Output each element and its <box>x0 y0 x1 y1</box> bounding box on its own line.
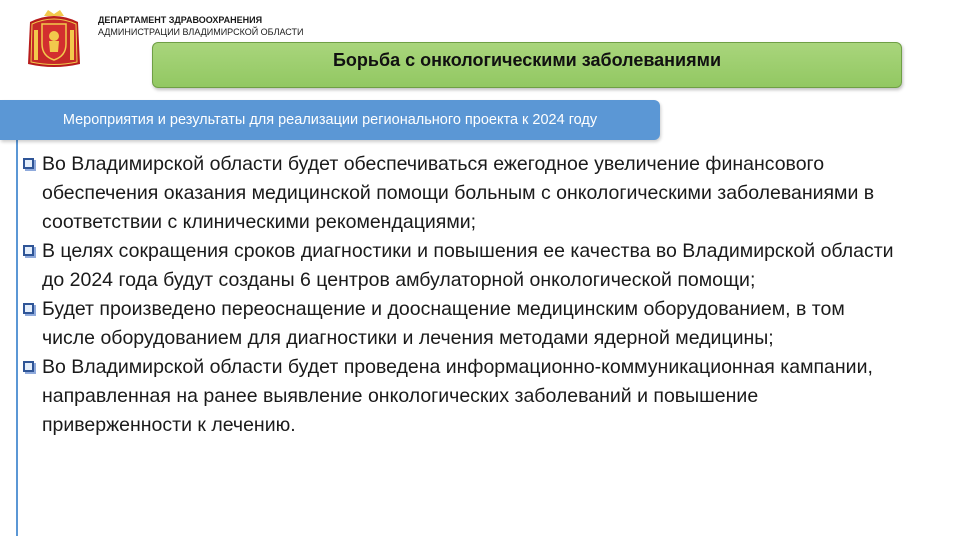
organization-header <box>98 14 303 38</box>
list-item-text: Во Владимирской области будет обеспечиваться ежегодное увеличение финансового обеспечения оказания медицинской помощи больным с онкологическими заболеваниями в соответствии с клиническими рекомендациями; <box>42 153 875 233</box>
content-area <box>16 116 918 536</box>
administration-name: АДМИНИСТРАЦИИ ВЛАДИМИРСКОЙ ОБЛАСТИ <box>98 27 304 37</box>
coat-of-arms-icon <box>24 8 84 70</box>
list-item <box>20 237 900 295</box>
checkbox-bullet-icon <box>23 245 34 256</box>
subtitle: Мероприятия и результаты для реализации регионального проекта к 2024 году <box>62 112 598 128</box>
list-item <box>20 353 900 440</box>
subtitle-banner <box>0 100 660 140</box>
checkbox-bullet-icon <box>23 158 34 169</box>
list-item <box>20 295 900 353</box>
title-banner <box>152 42 902 88</box>
list-item-text: Будет произведено переоснащение и дооснащение медицинским оборудованием, в том числе оборудованием для диагностики и лечения методами ядерной медицины; <box>42 298 845 349</box>
department-name: ДЕПАРТАМЕНТ ЗДРАВООХРАНЕНИЯ <box>98 15 263 25</box>
page-title: Борьба с онкологическими заболеваниями <box>332 49 722 70</box>
bullet-list <box>20 150 900 440</box>
list-item-text: Во Владимирской области будет проведена информационно-коммуникационная кампании, направленная на ранее выявление онкологических заболеваний и повышение приверженности к лечению. <box>42 356 873 436</box>
list-item <box>20 150 900 237</box>
checkbox-bullet-icon <box>23 361 34 372</box>
list-item-text: В целях сокращения сроков диагностики и повышения ее качества во Владимирской области до 2024 года будут созданы 6 центров амбулаторной онкологической помощи; <box>42 240 894 291</box>
checkbox-bullet-icon <box>23 303 34 314</box>
